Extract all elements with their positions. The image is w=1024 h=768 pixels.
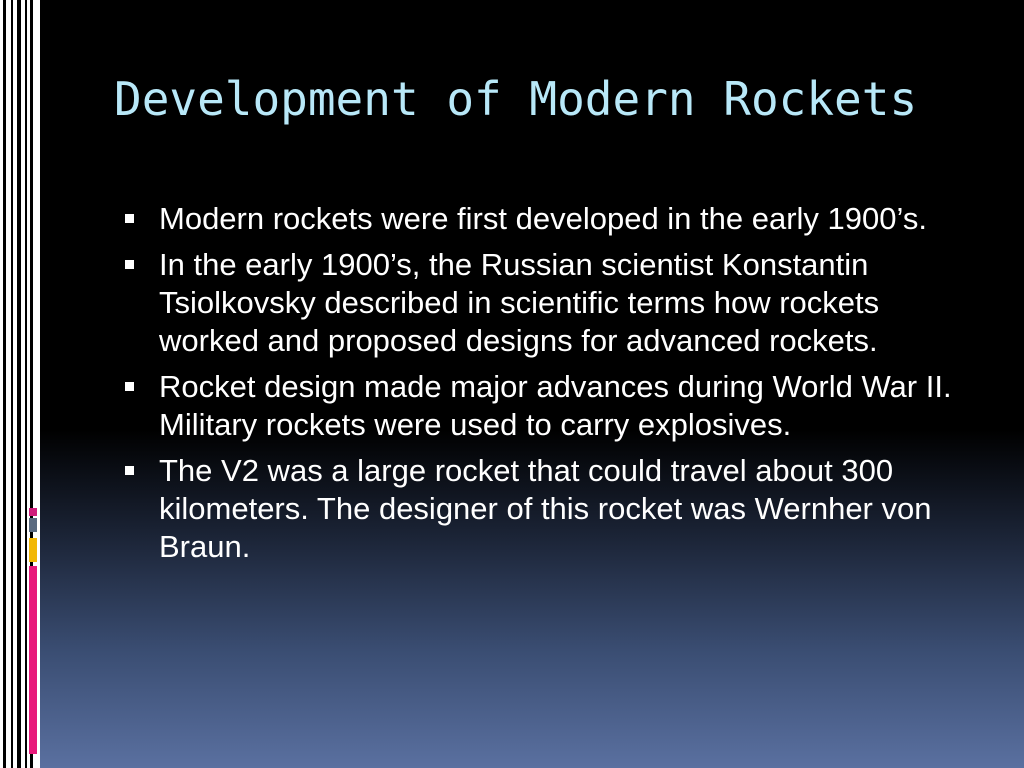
bullet-text: The V2 was a large rocket that could travel about 300 kilometers. The designer of this rocket was Wernher von Braun. (159, 453, 932, 564)
square-bullet-icon (125, 260, 134, 269)
accent-bar-magenta-small (29, 508, 37, 516)
square-bullet-icon (125, 466, 134, 475)
accent-bar-magenta-long (29, 566, 37, 754)
accent-bar-gray (29, 518, 37, 532)
square-bullet-icon (125, 214, 134, 223)
square-bullet-icon (125, 382, 134, 391)
bullet-item (122, 452, 982, 566)
left-decoration-strip (0, 0, 40, 768)
bullet-list (122, 200, 982, 574)
bullet-text: Modern rockets were first developed in the early 1900’s. (159, 201, 927, 236)
bullet-item (122, 200, 982, 238)
bullet-text: Rocket design made major advances during World War II. Military rockets were used to carry explosives. (159, 369, 952, 442)
bullet-item (122, 368, 982, 444)
accent-bar-yellow (29, 538, 37, 562)
bullet-text: In the early 1900’s, the Russian scientist Konstantin Tsiolkovsky described in scientific terms how rockets worked and proposed designs for advanced rockets. (159, 247, 880, 358)
slide-title: Development of Modern Rockets (114, 72, 918, 126)
bullet-item (122, 246, 982, 360)
